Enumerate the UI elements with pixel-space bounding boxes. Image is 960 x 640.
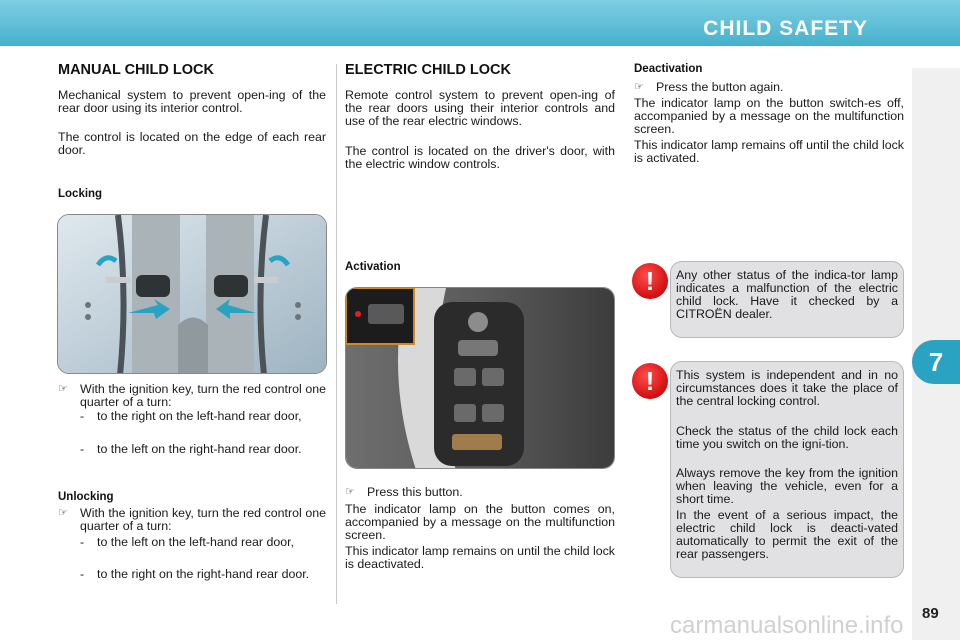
warning-safety-paragraph-2: Check the status of the child lock each time you switch on the igni-tion. bbox=[676, 424, 898, 451]
pointing-finger-icon: ☞ bbox=[345, 486, 355, 498]
locking-item-1-text: to the right on the left-hand rear door, bbox=[97, 409, 302, 423]
locking-item-2-text: to the left on the right-hand rear door. bbox=[97, 442, 302, 456]
exclamation-icon: ! bbox=[632, 263, 668, 299]
warning-malfunction-text: Any other status of the indica-tor lamp indicates a malfunction of the electric child lock. Have it checked by a CITROËN dealer. bbox=[676, 268, 898, 321]
warning-safety-paragraph-3: Always remove the key from the ignition when leaving the vehicle, even for a short time. bbox=[676, 466, 898, 506]
manual-intro-2: The control is located on the edge of each rear door. bbox=[58, 130, 326, 157]
page-number: 89 bbox=[922, 605, 939, 622]
watermark: carmanualsonline.info bbox=[670, 612, 904, 639]
activation-paragraph-2: This indicator lamp remains on until the child lock is deactivated. bbox=[345, 544, 615, 571]
unlocking-item-2: - to the right on the right-hand rear door. bbox=[80, 567, 310, 581]
exclamation-icon: ! bbox=[632, 363, 668, 399]
chapter-tab[interactable]: 7 bbox=[912, 340, 960, 384]
electric-intro-2: The control is located on the driver's door, with the electric window controls. bbox=[345, 144, 615, 171]
pointing-finger-icon: ☞ bbox=[58, 507, 68, 519]
unlocking-instruction-text: With the ignition key, turn the red control one quarter of a turn: bbox=[80, 506, 326, 533]
pointing-finger-icon: ☞ bbox=[58, 383, 68, 395]
page-title: CHILD SAFETY bbox=[703, 17, 868, 40]
locking-instruction-text: With the ignition key, turn the red control one quarter of a turn: bbox=[80, 382, 326, 409]
column-divider bbox=[336, 64, 337, 604]
electric-child-lock-heading: ELECTRIC CHILD LOCK bbox=[345, 62, 511, 78]
unlocking-instruction bbox=[58, 507, 326, 533]
locking-instruction bbox=[58, 383, 326, 409]
manual-intro-1: Mechanical system to prevent open-ing of the rear door using its interior control. bbox=[58, 88, 326, 115]
locking-item-2: - to the left on the right-hand rear door. bbox=[80, 442, 302, 456]
locking-heading: Locking bbox=[58, 188, 103, 200]
pointing-finger-icon: ☞ bbox=[634, 81, 644, 93]
activation-instruction-text: Press this button. bbox=[367, 485, 463, 499]
deactivation-instruction-text: Press the button again. bbox=[656, 80, 784, 94]
deactivation-instruction bbox=[634, 81, 904, 94]
deactivation-paragraph-1: The indicator lamp on the button switch-es off, accompanied by a message on the multifunction screen. bbox=[634, 96, 904, 136]
activation-heading: Activation bbox=[345, 261, 401, 273]
unlocking-item-1: - to the left on the left-hand rear door, bbox=[80, 535, 295, 549]
unlocking-heading: Unlocking bbox=[58, 491, 114, 503]
door-lock-photo bbox=[57, 214, 327, 374]
activation-instruction bbox=[345, 486, 615, 499]
deactivation-heading: Deactivation bbox=[634, 63, 703, 75]
activation-paragraph-1: The indicator lamp on the button comes on, accompanied by a message on the multifunction screen. bbox=[345, 502, 615, 542]
locking-item-1: - to the right on the left-hand rear door, bbox=[80, 409, 302, 423]
warning-safety-paragraph-1: This system is independent and in no circumstances does it take the place of the central locking control. bbox=[676, 368, 898, 408]
unlocking-item-2-text: to the right on the right-hand rear door. bbox=[97, 567, 310, 581]
warning-safety-paragraph-4: In the event of a serious impact, the electric child lock is deacti-vated automatically to permit the exit of the rear passengers. bbox=[676, 508, 898, 561]
deactivation-paragraph-2: This indicator lamp remains off until the child lock is activated. bbox=[634, 138, 904, 165]
electric-intro-1: Remote control system to prevent open-ing of the rear doors using their interior controls and use of the rear electric windows. bbox=[345, 88, 615, 128]
warning-box-malfunction bbox=[670, 261, 904, 338]
warning-box-safety bbox=[670, 361, 904, 578]
unlocking-item-1-text: to the left on the left-hand rear door, bbox=[97, 535, 295, 549]
manual-child-lock-heading: MANUAL CHILD LOCK bbox=[58, 62, 214, 78]
window-controls-photo bbox=[345, 287, 615, 469]
